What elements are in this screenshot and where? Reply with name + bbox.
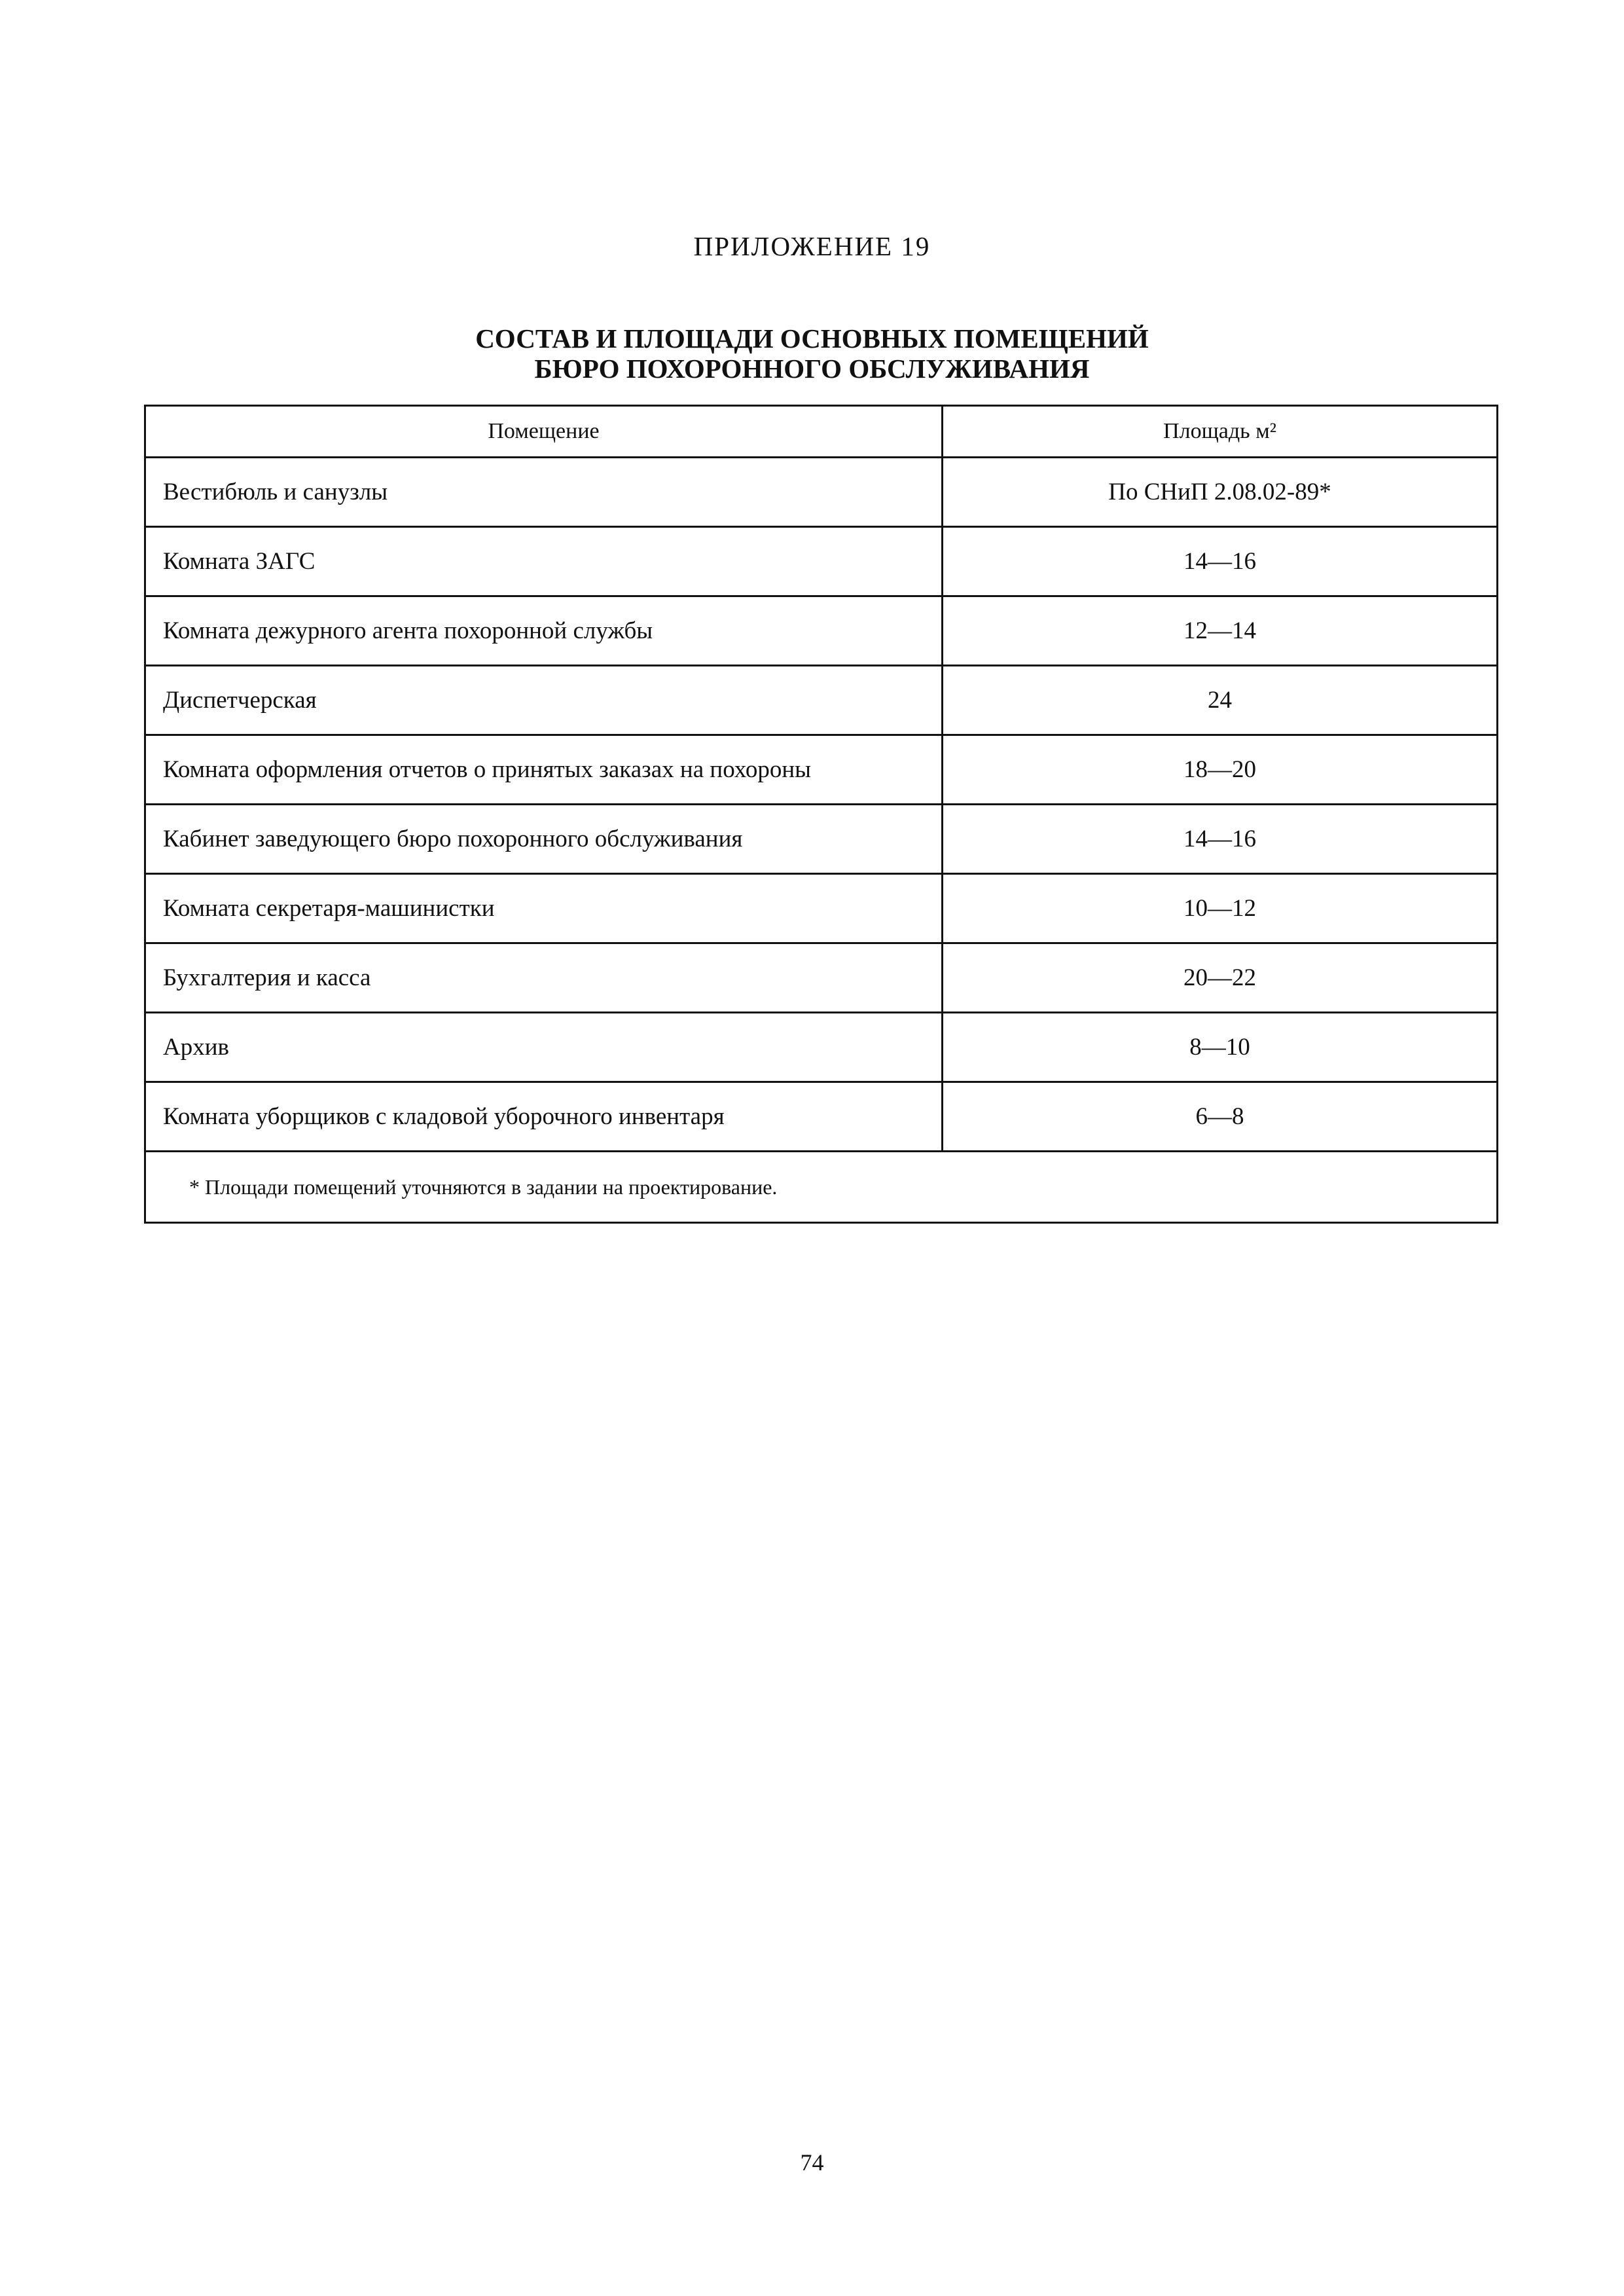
page-number: 74 xyxy=(800,2149,824,2176)
area-cell: 14—16 xyxy=(943,527,1498,596)
area-cell: 10—12 xyxy=(943,874,1498,943)
table-row xyxy=(145,1082,1498,1152)
area-cell: 12—14 xyxy=(943,596,1498,666)
title-line-2: БЮРО ПОХОРОННОГО ОБСЛУЖИВАНИЯ xyxy=(534,354,1090,384)
table-row xyxy=(145,527,1498,596)
room-cell: Архив xyxy=(145,1013,943,1082)
area-cell: 20—22 xyxy=(943,943,1498,1013)
room-cell: Бухгалтерия и касса xyxy=(145,943,943,1013)
table-row xyxy=(145,666,1498,735)
table-row xyxy=(145,874,1498,943)
table-row xyxy=(145,458,1498,527)
rooms-table-container xyxy=(144,405,1496,1224)
room-cell: Комната дежурного агента похоронной службы xyxy=(145,596,943,666)
table-header-row xyxy=(145,406,1498,458)
area-cell: 18—20 xyxy=(943,735,1498,805)
table-row xyxy=(145,735,1498,805)
table-footnote: * Площади помещений уточняются в задании на проектирование. xyxy=(145,1152,1498,1223)
title-line-1: СОСТАВ И ПЛОЩАДИ ОСНОВНЫХ ПОМЕЩЕНИЙ xyxy=(475,323,1149,354)
room-cell: Комната ЗАГС xyxy=(145,527,943,596)
room-cell: Диспетчерская xyxy=(145,666,943,735)
document-title xyxy=(0,323,1624,384)
header-area: Площадь м² xyxy=(943,406,1498,458)
room-cell: Комната уборщиков с кладовой уборочного инвентаря xyxy=(145,1082,943,1152)
table-row xyxy=(145,805,1498,874)
area-cell: 24 xyxy=(943,666,1498,735)
header-room: Помещение xyxy=(145,406,943,458)
room-cell: Кабинет заведующего бюро похоронного обслуживания xyxy=(145,805,943,874)
room-cell: Вестибюль и санузлы xyxy=(145,458,943,527)
area-cell: По СНиП 2.08.02-89* xyxy=(943,458,1498,527)
room-cell: Комната секретаря-машинистки xyxy=(145,874,943,943)
appendix-label: ПРИЛОЖЕНИЕ 19 xyxy=(693,231,931,261)
footnote-row xyxy=(145,1152,1498,1223)
table-row xyxy=(145,596,1498,666)
area-cell: 8—10 xyxy=(943,1013,1498,1082)
table-row xyxy=(145,943,1498,1013)
rooms-table xyxy=(144,405,1498,1224)
room-cell: Комната оформления отчетов о принятых заказах на похороны xyxy=(145,735,943,805)
area-cell: 14—16 xyxy=(943,805,1498,874)
table-row xyxy=(145,1013,1498,1082)
area-cell: 6—8 xyxy=(943,1082,1498,1152)
